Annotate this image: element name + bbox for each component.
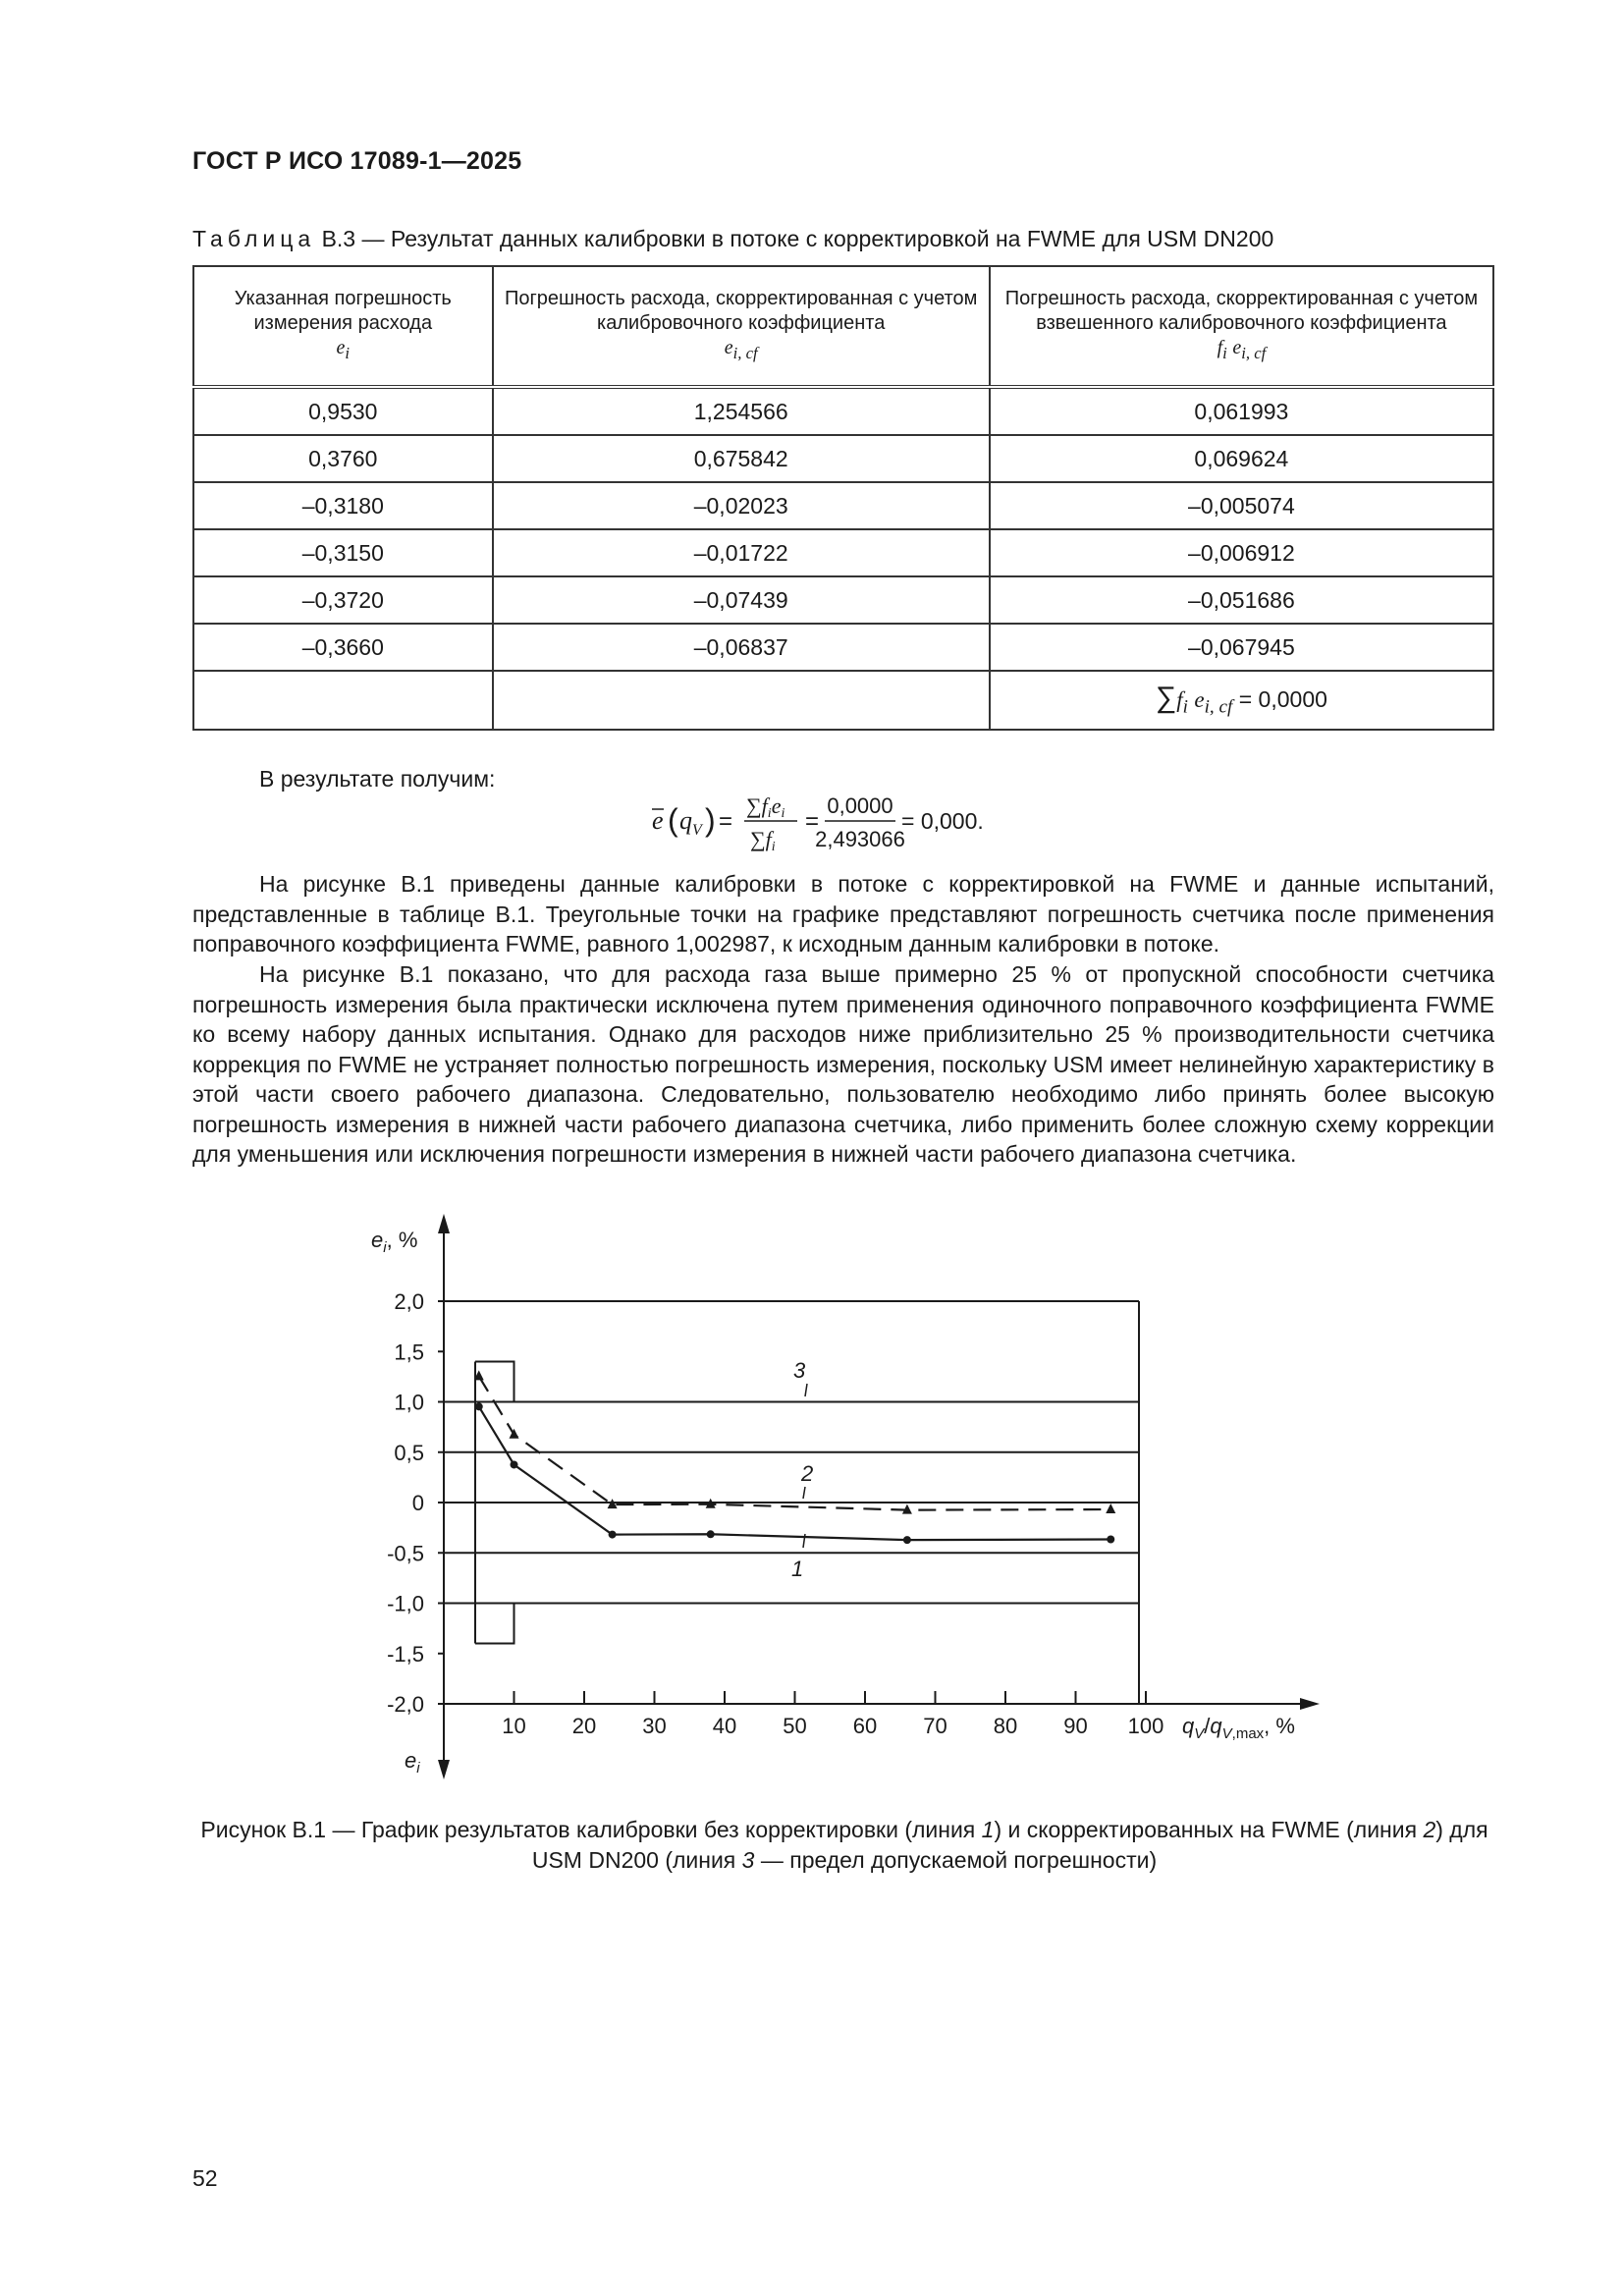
y-axis-arrow-up [438,1214,450,1233]
series-number-label: 2 [801,1461,814,1486]
y-tick-label: 0 [411,1491,424,1515]
document-header: ГОСТ Р ИСО 17089-1—2025 [192,147,522,175]
caption-text: Рисунок В.1 — График результатов калибровки без корректировки (линия [200,1817,982,1842]
sum-subscript: i [1182,696,1188,718]
limit-line-3 [475,1362,1139,1644]
mean-error-formula [648,784,1060,862]
header-text: Погрешность расхода, скорректированная с учетом взвешенного калибровочного коэффициента [1004,288,1479,334]
sum-symbol: f [1176,687,1183,713]
y-tick-label: 2,0 [394,1289,424,1314]
table-row [193,387,1493,435]
table-caption-prefix: Таблица [192,226,316,251]
x-tick-label: 70 [923,1714,947,1738]
calibration-table [192,265,1494,731]
formula-v-subscript: V [692,822,702,839]
y-axis-label-bottom: $e_i$ [405,1748,420,1777]
table-sum-cell [990,671,1493,730]
header-symbol: e [724,337,733,358]
table-cell [193,671,493,730]
header-symbol: f [1217,337,1223,358]
table-header-cell [990,266,1493,387]
table-cell: –0,01722 [493,529,990,576]
table-header-cell [193,266,493,387]
x-axis-label: $q_V/q_V,\max$, % [1182,1714,1295,1742]
formula-q-symbol: q [679,806,692,835]
header-symbol: e [1232,337,1242,358]
x-tick-label: 10 [502,1714,526,1738]
sum-value: = 0,0000 [1238,686,1327,713]
table-row [193,482,1493,529]
sum-subscript: i, cf [1204,696,1233,718]
header-text: Указанная погрешность измерения расхода [234,288,452,334]
x-tick-label: 100 [1127,1714,1164,1738]
caption-text: — предел допускаемой погрешности) [754,1847,1158,1873]
series-2-point [1106,1503,1115,1513]
table-cell: –0,067945 [990,624,1493,671]
paragraph-2 [192,959,1494,1170]
formula-paren-close: ) [705,802,716,838]
table-header-row [193,266,1493,387]
x-tick-label: 60 [852,1714,878,1738]
series-1-point [609,1531,617,1539]
table-cell: 0,3760 [193,435,493,482]
series-2-point [902,1504,912,1514]
series-1-point [511,1460,518,1468]
table-cell [493,671,990,730]
formula-sum-numerator: ∑fiei [746,793,785,821]
paragraph-2-text: На рисунке В.1 показано, что для расхода газа выше примерно 25 % от пропускной способности счетчика погрешность измерения была практически исключена путем применения одиночного поправочного коэффициента FWME ко всему набору данных испытания. Однако для расходов ниже приблизительно 25 % производительности счетчика коррекция по FWME не устраняет полностью погрешность измерения, поскольку USM имеет нелинейную характеристику в этой части своего рабочего диапазона. Следовательно, пользователю необходимо либо принять более высокую погрешность измерения в нижней части рабочего диапазона счетчика, либо применить более сложную схему коррекции для уменьшения или исключения погрешности измерения в нижней части рабочего диапазона счетчика. [192,961,1494,1167]
y-tick-label: -1,0 [387,1591,424,1616]
table-cell: –0,02023 [493,482,990,529]
formula-equals: = [719,808,733,835]
table-cell: 0,675842 [493,435,990,482]
series-1-line [479,1406,1111,1540]
y-tick-label: -1,5 [387,1641,424,1667]
series-1-point [707,1530,715,1538]
table-row [193,576,1493,624]
series-1-point [903,1536,911,1544]
table-cell: 0,9530 [193,387,493,435]
y-tick-label: -2,0 [387,1692,424,1717]
formula-sum-denominator: ∑fi [750,827,776,854]
result-intro: В результате получим: [259,766,496,792]
header-subscript: i, cf [1241,344,1267,362]
table-caption [192,226,1273,252]
formula-denominator: 2,493066 [815,827,905,851]
chart-labels [371,1228,1295,1777]
x-tick-label: 40 [712,1714,737,1738]
header-text: Погрешность расхода, скорректированная с учетом калибровочного коэффициента [504,288,978,334]
chart-grid [444,1402,1139,1604]
x-axis-arrow [1300,1698,1320,1710]
table-cell: –0,3150 [193,529,493,576]
x-tick-label: 90 [1063,1714,1088,1738]
caption-line-number: 3 [741,1847,755,1873]
caption-text: ) и скорректированных на FWME (линия [994,1817,1424,1842]
formula-paren-open: ( [668,802,678,838]
header-subscript: i [345,344,351,362]
table-header-cell [493,266,990,387]
x-tick-label: 50 [783,1714,807,1738]
limit-line-path [475,1362,1139,1644]
series-2-point [474,1370,484,1380]
header-symbol: e [336,337,346,358]
table-cell: –0,051686 [990,576,1493,624]
formula-numerator: 0,0000 [827,793,893,818]
series-leader-line [803,1487,805,1499]
table-cell: –0,3720 [193,576,493,624]
series-2-line [479,1376,1111,1509]
formula-equals-2: = [805,808,820,835]
sum-symbol: e [1194,687,1205,713]
series-1-point [1107,1536,1114,1544]
series-number-label: 1 [791,1557,804,1581]
y-tick-label: -0,5 [387,1541,424,1566]
series-number-label: 3 [793,1358,806,1383]
series-1-point [475,1402,483,1410]
table-cell: –0,006912 [990,529,1493,576]
table-row [193,624,1493,671]
chart-ticks [438,1301,1146,1704]
series-2-point [510,1429,519,1439]
table-cell: –0,3180 [193,482,493,529]
header-subscript: i, cf [732,344,758,362]
table-sum-row [193,671,1493,730]
table-row [193,435,1493,482]
header-subscript: i [1222,344,1227,362]
table-cell: 0,069624 [990,435,1493,482]
series-leader-line [805,1384,807,1396]
y-tick-label: 1,5 [394,1339,424,1365]
sigma-symbol: ∑ [1155,682,1177,715]
series-leader-line [803,1534,805,1548]
series-2-point [608,1499,618,1508]
y-tick-label: 0,5 [394,1440,424,1465]
chart-series [474,1370,1116,1544]
table-cell: 0,061993 [990,387,1493,435]
caption-line-number: 2 [1423,1817,1436,1842]
y-axis-arrow-down [438,1760,450,1779]
x-tick-label: 80 [993,1714,1018,1738]
y-axis-label: $e_i$, % [371,1228,418,1256]
table-cell: –0,005074 [990,482,1493,529]
formula-e-symbol: e [652,806,664,835]
table-row [193,529,1493,576]
formula-result: = 0,000. [901,808,984,834]
figure-caption [196,1815,1492,1876]
table-caption-text: В.3 — Результат данных калибровки в потоке с корректировкой на FWME для USM DN200 [315,226,1274,251]
caption-text: ) для USM DN200 (линия [531,1817,1488,1873]
y-tick-label: 1,0 [394,1390,424,1415]
x-tick-label: 30 [642,1714,667,1738]
paragraph-1-text: На рисунке В.1 приведены данные калибровки в потоке с корректировкой на FWME и данные испытаний, представленные в таблице В.1. Треугольные точки на графике представляют погрешность счетчика после применения поправочного коэффициента FWME, равного 1,002987, к исходным данным калибровки в потоке. [192,871,1494,957]
table-cell: –0,07439 [493,576,990,624]
paragraph-1 [192,869,1494,959]
table-cell: 1,254566 [493,387,990,435]
table-cell: –0,3660 [193,624,493,671]
page-number: 52 [192,2165,218,2191]
caption-line-number: 1 [981,1817,995,1842]
series-2-point [706,1499,716,1508]
chart-axes [438,1214,1320,1779]
table-cell: –0,06837 [493,624,990,671]
x-tick-label: 20 [571,1714,597,1738]
